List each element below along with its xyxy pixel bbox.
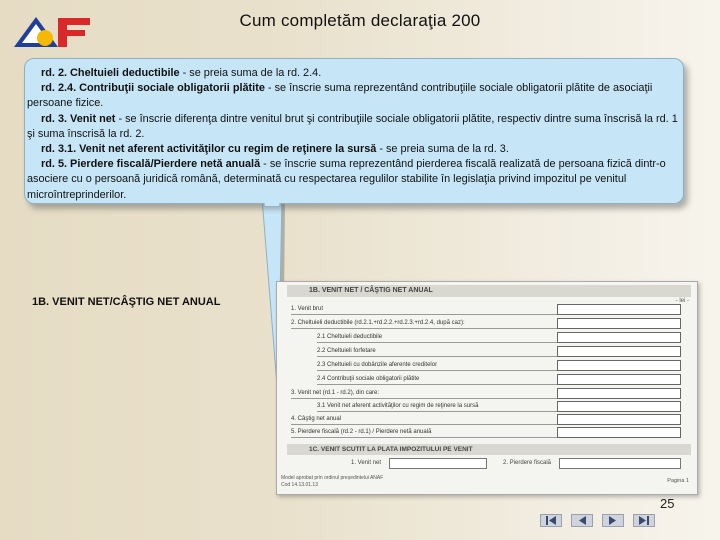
page-title: Cum completăm declaraţia 200 — [239, 11, 481, 30]
form-field-2-1[interactable] — [557, 332, 681, 343]
form-page-label: Pagina 1 — [667, 478, 689, 484]
form-bottom-label-1: 1. Venit net — [351, 460, 382, 466]
last-slide-button[interactable] — [633, 514, 655, 527]
form-field-4[interactable] — [557, 414, 681, 425]
previous-slide-button[interactable] — [571, 514, 593, 527]
form-row: 2.4 Contribuţii sociale obligatorii plătite — [317, 374, 557, 385]
skip-forward-icon — [638, 516, 650, 525]
form-row: 3. Venit net (rd.1 - rd.2), din care: — [291, 388, 557, 399]
form-bottom-label-2: 2. Pierdere fiscală — [503, 460, 552, 466]
form-row: 2.3 Cheltuieli cu dobânzile aferente creditelor — [317, 360, 557, 371]
paragraph-rd2-4: rd. 2.4. Contribuţii sociale obligatorii plătite - se înscrie suma reprezentând contribuţiile sociale obligatorii plătite de asociaţii persoane fizice. — [27, 82, 653, 110]
form-row: 1. Venit brut — [291, 304, 557, 315]
paragraph-rd3-1: rd. 3.1. Venit net aferent activităţilor cu regim de reţinere la sursă - se preia suma de la rd. 3. — [41, 143, 509, 156]
paragraph-rd5: rd. 5. Pierdere fiscală/Pierdere netă anuală - se înscrie suma reprezentând pierderea fiscală realizată de persoana fizică dintr-o asociere cu o persoană juridică română, determinată cu respectarea regulilor stabilite în legislaţia privind impozitul pe venitul microîntreprinderilor. — [27, 158, 666, 201]
form-field-3[interactable] — [557, 388, 681, 399]
paragraph-rd3: rd. 3. Venit net - se înscrie diferenţa dintre venitul brut şi contribuţiile sociale obligatorii plătite, respectiv dintre suma înscrisă la rd. 1 şi suma înscrisă la rd. 2. — [27, 112, 678, 140]
form-section2-header: 1C. VENIT SCUTIT LA PLATA IMPOZITULUI PE VENIT — [287, 444, 691, 455]
first-slide-button[interactable] — [540, 514, 562, 527]
slide-navigation — [540, 514, 655, 528]
form-row: 5. Pierdere fiscală (rd.2 - rd.1) / Pierdere netă anuală — [291, 427, 557, 438]
form-field-3-1[interactable] — [557, 401, 681, 412]
form-row: 2.2 Cheltuieli forfetare — [317, 346, 557, 357]
form-bottom-field-1[interactable] — [389, 458, 487, 469]
form-bottom-field-2[interactable] — [559, 458, 681, 469]
form-field-2-3[interactable] — [557, 360, 681, 371]
next-slide-button[interactable] — [602, 514, 624, 527]
form-field-5[interactable] — [557, 427, 681, 438]
form-header: 1B. VENIT NET / CÂŞTIG NET ANUAL — [287, 285, 691, 297]
explanation-text — [27, 66, 679, 203]
form-row: 2.1 Cheltuieli deductibile — [317, 332, 557, 343]
form-field-2-2[interactable] — [557, 346, 681, 357]
play-forward-icon — [607, 516, 619, 525]
skip-back-icon — [545, 516, 557, 525]
paragraph-rd2: rd. 2. Cheltuieli deductibile - se preia suma de la rd. 2.4. — [41, 67, 322, 79]
slide-number: 25 — [660, 496, 675, 511]
form-row: 3.1 Venit net aferent activităţilor cu regim de reţinere la sursă — [317, 401, 557, 412]
form-unit: - lei - — [675, 298, 689, 304]
form-field-1[interactable] — [557, 304, 681, 315]
section-label: 1B. VENIT NET/CÂŞTIG NET ANUAL — [32, 296, 221, 308]
form-row: 2. Cheltuieli deductibile (rd.2.1.+rd.2.2.+rd.2.3.+rd.2.4, după caz): — [291, 318, 557, 329]
form-field-2[interactable] — [557, 318, 681, 329]
form-field-2-4[interactable] — [557, 374, 681, 385]
form-preview — [276, 281, 698, 495]
form-footer: Model aprobat prin ordinul președintelui ANAF Cod 14.13.01.13 — [281, 475, 384, 488]
play-back-icon — [576, 516, 588, 525]
form-row: 4. Câştig net anual — [291, 414, 557, 425]
